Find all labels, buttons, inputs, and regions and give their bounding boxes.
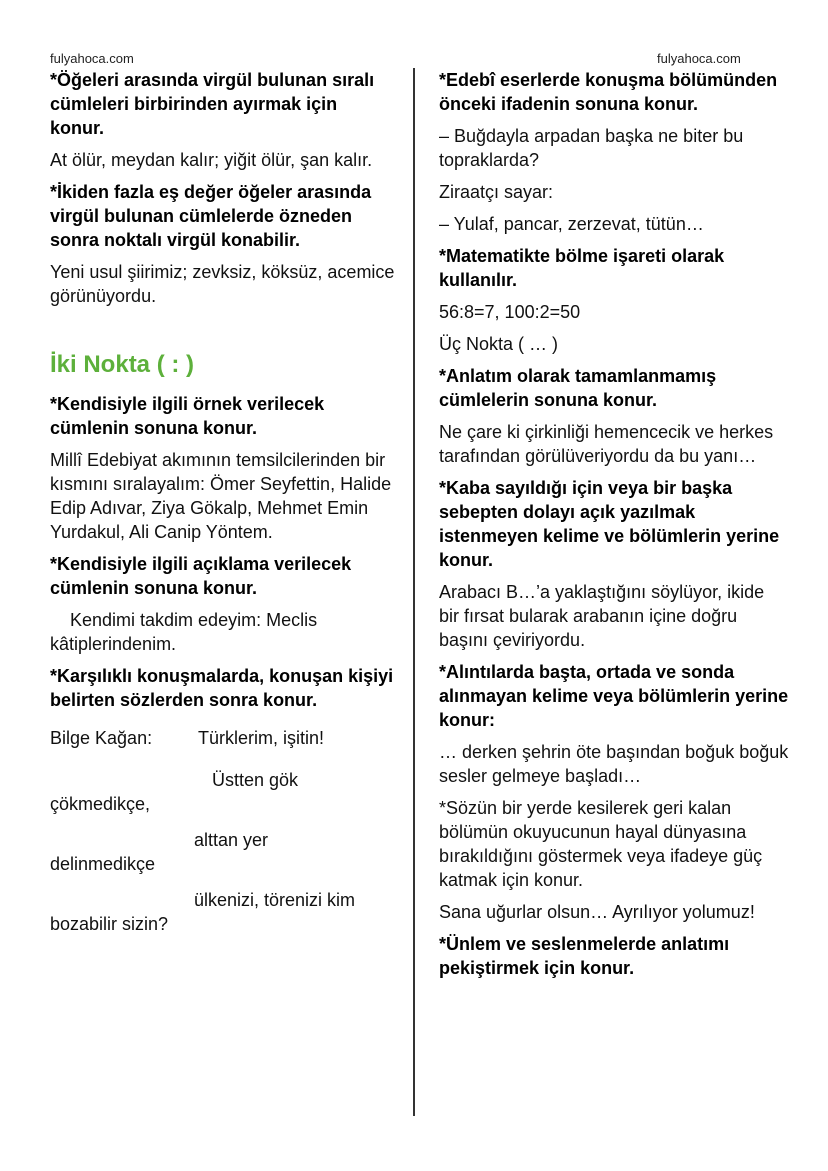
header-site-right: fulyahoca.com	[657, 51, 741, 66]
example-text: 56:8=7, 100:2=50	[439, 302, 581, 322]
header-site-left: fulyahoca.com	[50, 51, 134, 66]
poem-line: delinmedikçe	[50, 854, 156, 874]
poem-line: çökmedikçe,	[50, 794, 151, 814]
rule-text: *Sözün bir yerde kesilerek geri kalan bölümün okuyucunun hayal dünyasına bırakıldığını göstermek veya ifadeye güç katmak için konur.	[439, 798, 763, 890]
rule-text: *Alıntılarda başta, ortada ve sonda alınmayan kelime veya bölümlerin yerine konur:	[439, 662, 789, 730]
example-text: Yeni usul şiirimiz; zevksiz, köksüz, acemice görünüyordu.	[50, 262, 395, 306]
example-text: Ziraatçı sayar:	[439, 182, 554, 202]
rule-text: *İkiden fazla eş değer öğeler arasında virgül bulunan cümlelerde özneden sonra noktalı virgül konabilir.	[50, 182, 372, 250]
rule-text: *Kendisiyle ilgili örnek verilecek cümlenin sonuna konur.	[50, 394, 325, 438]
example-text: Sana uğurlar olsun… Ayrılıyor yolumuz!	[439, 902, 755, 922]
rule-text: *Matematikte bölme işareti olarak kullanılır.	[439, 246, 725, 290]
example-text: Arabacı B…’a yaklaştığını söylüyor, ikide bir fırsat bularak arabanın içine doğru başını çeviriyordu.	[439, 582, 765, 650]
poem-line: ülkenizi, törenizi kim	[194, 890, 356, 910]
poem-speaker: Bilge Kağan:	[50, 728, 153, 748]
example-text: At ölür, meydan kalır; yiğit ölür, şan kalır.	[50, 150, 373, 170]
poem-line: Türklerim, işitin!	[198, 728, 325, 748]
rule-text: *Anlatım olarak tamamlanmamış cümlelerin sonuna konur.	[439, 366, 717, 410]
example-text: – Buğdayla arpadan başka ne biter bu topraklarda?	[439, 126, 744, 170]
right-column	[439, 68, 789, 988]
rule-text: *Kaba sayıldığı için veya bir başka sebepten dolayı açık yazılmak istenmeyen kelime ve bölümlerin yerine konur.	[439, 478, 780, 570]
poem-example	[50, 720, 395, 934]
example-text: – Yulaf, pancar, zerzevat, tütün…	[439, 214, 704, 234]
rule-text: *Kendisiyle ilgili açıklama verilecek cümlenin sonuna konur.	[50, 554, 352, 598]
poem-line: alttan yer	[194, 830, 269, 850]
rule-text: *Edebî eserlerde konuşma bölümünden önceki ifadenin sonuna konur.	[439, 70, 778, 114]
example-text: … derken şehrin öte başından boğuk boğuk sesler gelmeye başladı…	[439, 742, 789, 786]
example-text: Millî Edebiyat akımının temsilcilerinden bir kısmını sıralayalım: Ömer Seyfettin, Halide Edip Adıvar, Ziya Gökalp, Mehmet Emin Yurdakul, Ali Canip Yöntem.	[50, 450, 392, 542]
left-column	[50, 68, 395, 934]
rule-text: *Karşılıklı konuşmalarda, konuşan kişiyi belirten sözlerden sonra konur.	[50, 666, 394, 710]
section-title-iki-nokta: İki Nokta ( : )	[50, 351, 195, 378]
rule-text: *Ünlem ve seslenmelerde anlatımı pekiştirmek için konur.	[439, 934, 730, 978]
example-text: Kendimi takdim edeyim: Meclis kâtiplerindenim.	[50, 610, 318, 654]
rule-text: *Öğeleri arasında virgül bulunan sıralı cümleleri birbirinden ayırmak için konur.	[50, 70, 375, 138]
poem-line: Üstten gök	[212, 770, 299, 790]
poem-line: bozabilir sizin?	[50, 914, 169, 934]
column-divider	[413, 68, 415, 1116]
example-text: Ne çare ki çirkinliği hemencecik ve herkes tarafından görülüveriyordu da bu yanı…	[439, 422, 774, 466]
section-heading-uc-nokta: Üç Nokta ( … )	[439, 334, 559, 354]
